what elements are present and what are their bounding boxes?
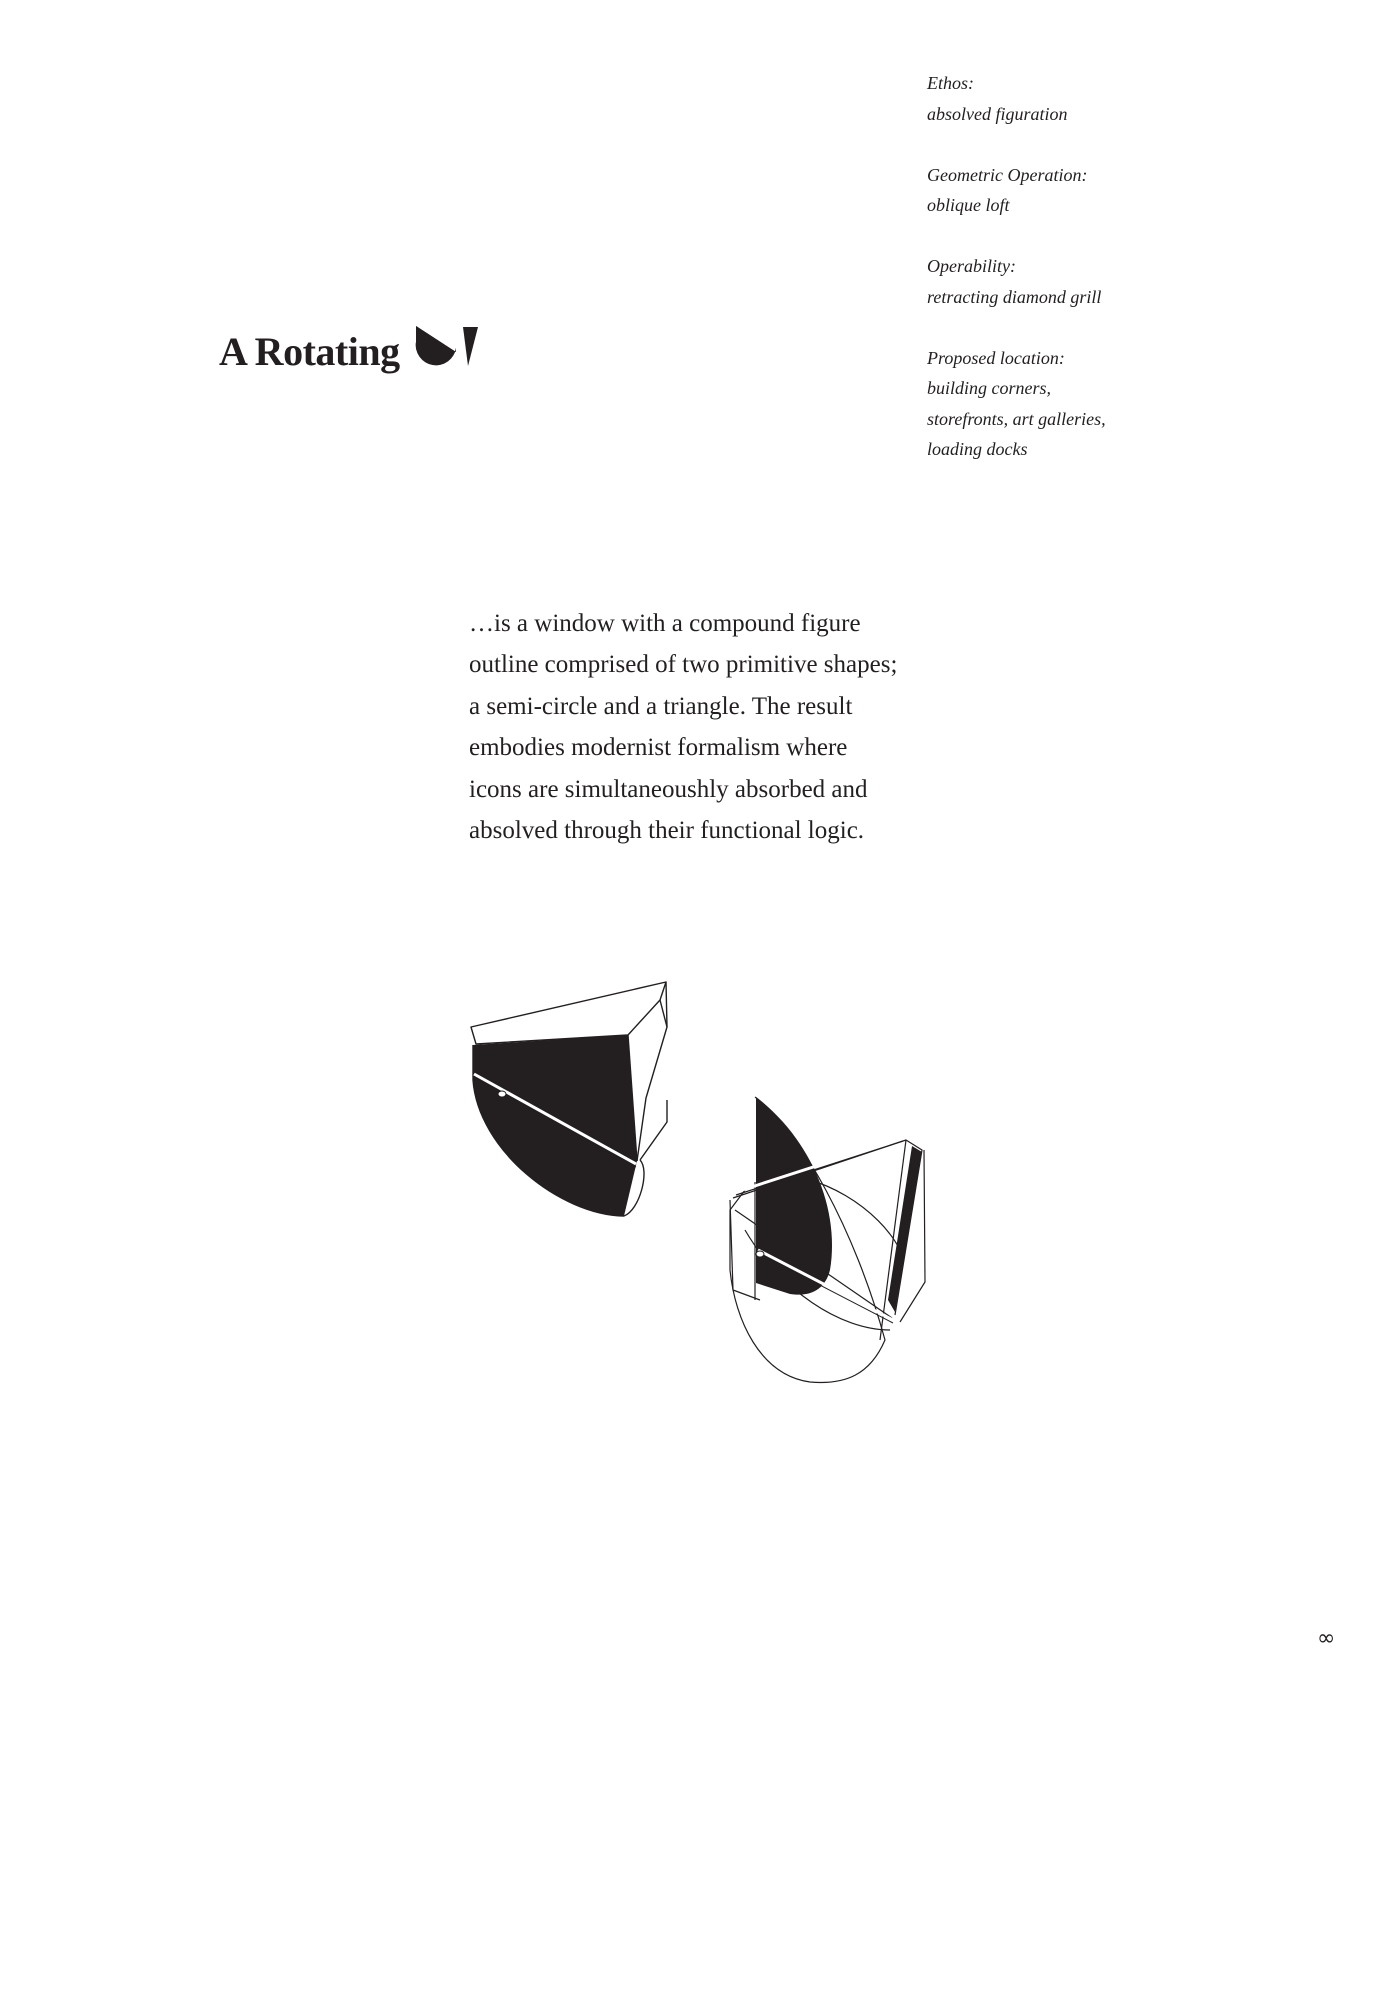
meta-geometric-operation [927,160,1227,221]
metadata-column [927,68,1227,495]
meta-label: Ethos: [927,73,974,93]
body-line: a semi-circle and a triangle. The result [469,692,853,720]
meta-value: absolved figuration [927,103,1068,124]
right-unit-semicircle-pane [756,1097,832,1295]
body-line: outline comprised of two primitive shapes; [469,651,898,679]
meta-value: retracting diamond grill [927,286,1102,307]
body-line: icons are simultaneoushly absorbed and [469,775,868,803]
left-unit-top-plane [471,982,666,1044]
meta-value: oblique loft [927,195,1010,215]
page-title-group [219,322,480,372]
meta-value: storefronts, art galleries, [927,408,1106,429]
left-unit-window-face [473,1035,637,1216]
page-number: ∞ [1317,1626,1336,1651]
page-title: A Rotating [219,329,400,374]
meta-label: Geometric Operation: [927,164,1088,185]
right-unit-triangle-pane [888,1146,922,1312]
meta-operability [927,251,1227,312]
body-line: absolved through their functional logic. [469,817,865,845]
meta-ethos [927,68,1227,129]
body-line: embodies modernist formalism where [469,734,848,762]
meta-label: Operability: [927,256,1016,276]
body-line: …is a window with a compound figure [469,610,861,637]
glyph-triangle [463,327,478,366]
rotating-window-axonometric-icon [450,960,950,1400]
body-paragraph [469,603,989,851]
meta-proposed-location [927,343,1227,465]
meta-value: loading docks [927,439,1028,459]
semicircle-triangle-icon [414,322,480,370]
meta-value: building corners, [927,378,1051,398]
meta-label: Proposed location: [927,347,1065,368]
